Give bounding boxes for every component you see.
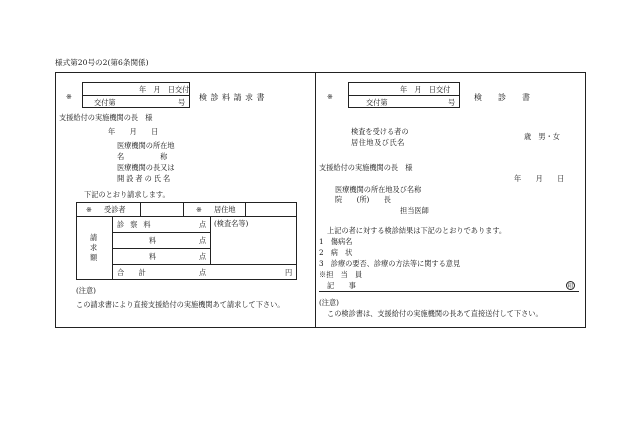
left-title: 検診料請求書 bbox=[199, 93, 268, 102]
point-unit: 点 bbox=[199, 268, 207, 277]
right-notes-heading: (注意) bbox=[319, 298, 339, 307]
table-col-line bbox=[140, 202, 141, 216]
age-sex: 歳 男・女 bbox=[524, 132, 560, 141]
item-opinion: 3 診療の要否、診療の方法等に関する意見 bbox=[319, 259, 461, 268]
point-unit: 点 bbox=[199, 236, 207, 245]
left-date: 年 月 日 bbox=[108, 127, 159, 136]
right-institution-address-label: 医療機関の所在地及び名称 bbox=[335, 185, 422, 194]
table-row-line bbox=[112, 232, 210, 233]
right-addressee: 支援給付の実施機関の長 様 bbox=[319, 163, 413, 172]
left-addressee: 支援給付の実施機関の長 様 bbox=[59, 113, 153, 122]
form-number: 様式第20号の2(第6条関係) bbox=[55, 58, 149, 67]
request-text: 下記のとおり請求します。 bbox=[84, 190, 170, 199]
fee-label: 料 bbox=[149, 236, 157, 245]
fee-label: 料 bbox=[149, 252, 157, 261]
point-unit: 点 bbox=[199, 252, 207, 261]
examinee-line2: 居住地及び氏名 bbox=[351, 138, 405, 147]
form-frame bbox=[55, 72, 586, 328]
exam-fee-label: 診察料 bbox=[117, 220, 157, 229]
table-row-line bbox=[76, 216, 297, 217]
recipient-label: 受診者 bbox=[104, 205, 126, 214]
left-mark: ※ bbox=[66, 92, 73, 101]
right-date: 年 月 日 bbox=[514, 174, 565, 183]
recipient-mark: ※ bbox=[86, 205, 93, 214]
left-notes-heading: (注意) bbox=[76, 286, 96, 295]
point-unit: 点 bbox=[199, 220, 207, 229]
residence-label: 居住地 bbox=[214, 205, 236, 214]
left-date-issued: 年 月 日交付 bbox=[139, 85, 190, 94]
table-col-line bbox=[112, 216, 113, 280]
institution-address-label: 医療機関の所在地 bbox=[117, 141, 175, 150]
yen-unit: 円 bbox=[285, 268, 293, 277]
founder-name-label: 開設者の氏名 bbox=[117, 174, 173, 183]
right-title: 検 診 書 bbox=[474, 93, 530, 102]
table-row-line bbox=[112, 248, 210, 249]
result-text: 上記の者に対する検診結果は下記のとおりであります。 bbox=[327, 226, 507, 235]
right-issue-divider bbox=[348, 95, 460, 96]
left-issue-no-suffix: 号 bbox=[178, 98, 186, 107]
institution-name-label: 名 称 bbox=[117, 152, 168, 161]
item-symptoms: 2 病 状 bbox=[319, 248, 353, 257]
examinee-line1: 検査を受ける者の bbox=[351, 127, 409, 136]
table-col-line bbox=[245, 202, 246, 216]
table-col-line bbox=[183, 202, 184, 216]
billing-label: 請求額 bbox=[90, 233, 98, 262]
residence-mark: ※ bbox=[196, 205, 203, 214]
right-note-text: この検診書は、支援給付の実施機関の長あて直接送付して下さい。 bbox=[327, 309, 543, 318]
right-mark: ※ bbox=[327, 92, 334, 101]
total-label: 合 計 bbox=[117, 268, 146, 277]
recorder-label: 記 事 bbox=[327, 281, 356, 290]
left-issue-no-label: 交付第 bbox=[94, 98, 116, 107]
table-row-line bbox=[112, 264, 297, 265]
recorder-underline bbox=[319, 291, 579, 292]
left-note-text: この請求書により直接支援給付の実施機関あて請求して下さい。 bbox=[76, 300, 285, 309]
center-divider bbox=[315, 72, 316, 328]
right-issue-no-label: 交付第 bbox=[366, 98, 388, 107]
hospital-director-line: 院 (所) 長 bbox=[335, 195, 391, 204]
doctor-label: 担当医師 bbox=[400, 206, 429, 215]
seal-mark: 印 bbox=[567, 283, 574, 290]
item-diagnosis: 1 傷病名 bbox=[319, 237, 353, 246]
table-col-line bbox=[210, 216, 211, 264]
test-name-label: (検査名等) bbox=[214, 219, 249, 228]
left-issue-divider bbox=[82, 95, 190, 96]
right-issue-no-suffix: 号 bbox=[448, 98, 456, 107]
officer-label: ※担 当 員 bbox=[319, 270, 363, 279]
institution-head-label: 医療機関の長又は bbox=[117, 163, 175, 172]
right-date-issued: 年 月 日交付 bbox=[400, 85, 451, 94]
